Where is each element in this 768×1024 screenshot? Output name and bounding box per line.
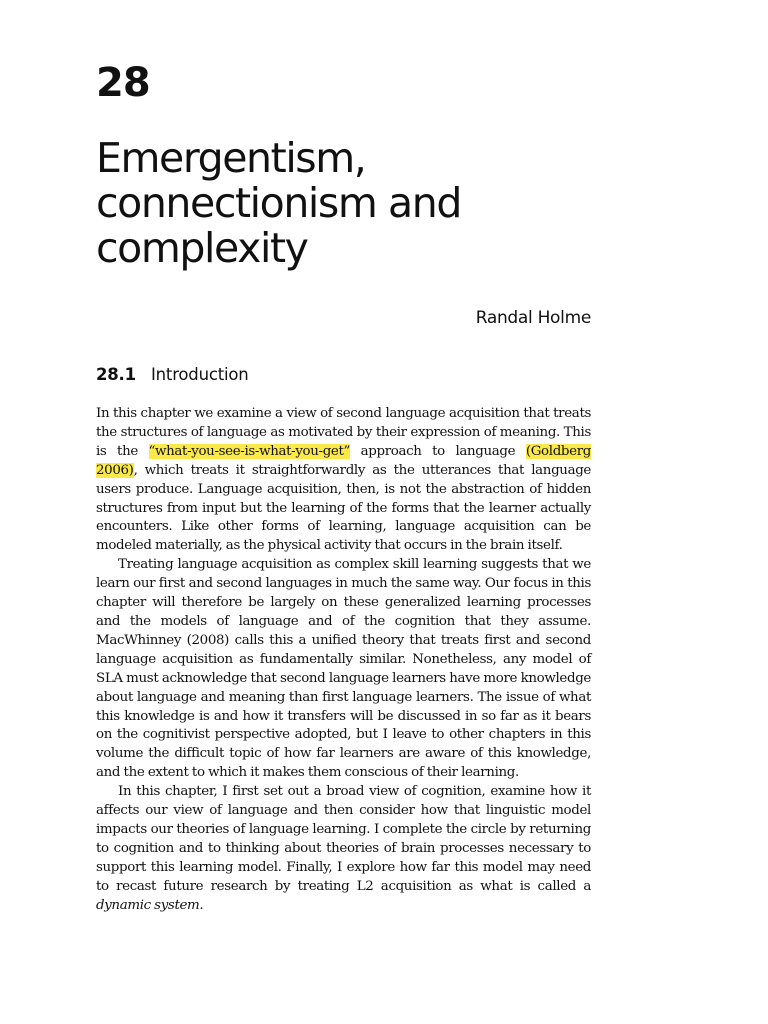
body-text — [96, 405, 591, 915]
paragraph-1-text-c: , which treats it straightforwardly as the utterances that language users produce. Language acquisition, then, is not the abstraction of hidden structures from input but the learning of the forms that the learner actually encounters. Like other forms of learning, language acquisition can be modeled materially, as the physical activity that occurs in the brain itself. — [96, 462, 591, 554]
section-title: Introduction — [151, 365, 249, 384]
highlighted-phrase[interactable]: “what-you-see-is-what-you-get” — [148, 443, 351, 459]
chapter-title-line-3: complexity — [96, 224, 308, 272]
paragraph-3-text-b: . — [199, 897, 204, 913]
chapter-title-line-2: connectionism and — [96, 179, 461, 227]
paragraph-3-text-a: In this chapter, I first set out a broad view of cognition, examine how it affects our view of language and then consider how that linguistic model impacts our theories of language learning. I complete the circle by returning to cognition and to thinking about theories of brain processes necessary to support this learning model. Finally, I explore how far this model may need to recast future research by treating L2 acquisition as what is called a — [96, 784, 591, 894]
paragraph-1 — [96, 405, 591, 556]
paragraph-1-text-b: approach to language — [350, 443, 526, 459]
paragraph-3 — [96, 783, 591, 915]
paragraph-2: Treating language acquisition as complex skill learning suggests that we learn our first and second languages in much the same way. Our focus in this chapter will therefore be largely on these generalized learning processes and the models of language and of the cognition that they assume. MacWhinney (2008) calls this a unified theory that treats first and second language acquisition as fundamentally similar. Nonetheless, any model of SLA must acknowledge that second language learners have more knowledge about language and meaning than first language learners. The issue of what this knowledge is and how it transfers will be discussed in so far as it bears on the cognitivist perspective adopted, but I leave to other chapters in this volume the difficult topic of how far learners are aware of this knowledge, and the extent to which it makes them conscious of their learning. — [96, 557, 591, 781]
author-name: Randal Holme — [475, 308, 591, 328]
section-number: 28.1 — [96, 365, 136, 384]
chapter-title — [96, 136, 656, 271]
italic-term: dynamic system — [96, 897, 200, 913]
highlighted-citation[interactable]: (Goldberg 2006) — [96, 443, 591, 478]
chapter-number: 28 — [96, 60, 150, 106]
paragraph-1-text-a: In this chapter we examine a view of second language acquisition that treats the structures of language as motivated by their expression of meaning. This is the — [96, 406, 591, 459]
section-heading — [96, 363, 249, 387]
chapter-title-line-1: Emergentism, — [96, 134, 366, 182]
